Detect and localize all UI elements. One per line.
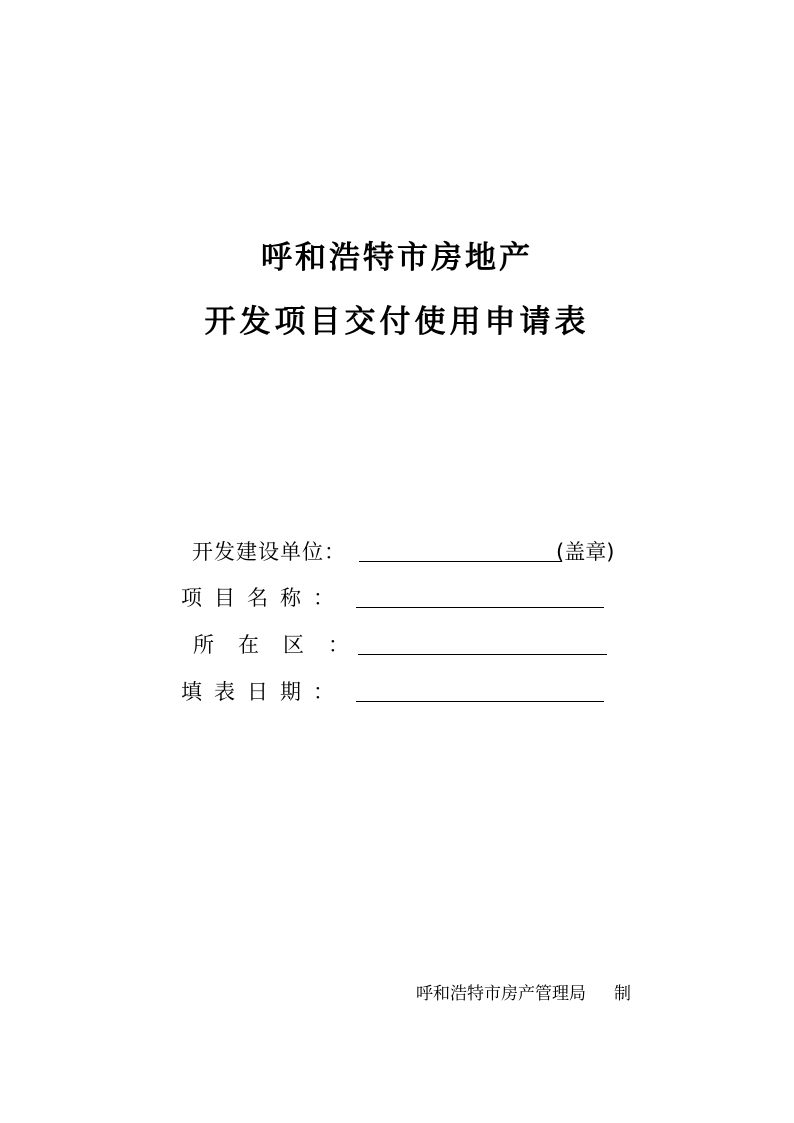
document-title-line-2: 开发项目交付使用申请表 [204, 304, 590, 340]
issuer-name: 呼和浩特市房产管理局 [416, 984, 586, 1004]
field-district [193, 629, 633, 665]
developer-unit-blank[interactable] [359, 561, 562, 562]
district-blank[interactable] [358, 654, 607, 655]
document-title-line-1: 呼和浩特市房地产 [261, 240, 533, 276]
issuer-made-mark: 制 [614, 984, 631, 1004]
fill-date-blank[interactable] [356, 701, 604, 702]
project-name-label: 项目名称： [181, 586, 346, 610]
seal-note: (盖章) [556, 540, 615, 564]
developer-unit-label: 开发建设单位： [192, 540, 346, 564]
issuer-footer [416, 979, 631, 1004]
district-label: 所在区： [193, 633, 373, 657]
field-developer-unit [192, 536, 632, 572]
field-project-name [181, 582, 621, 618]
field-fill-date [181, 676, 621, 712]
fill-date-label: 填表日期： [181, 680, 346, 704]
project-name-blank[interactable] [356, 607, 604, 608]
